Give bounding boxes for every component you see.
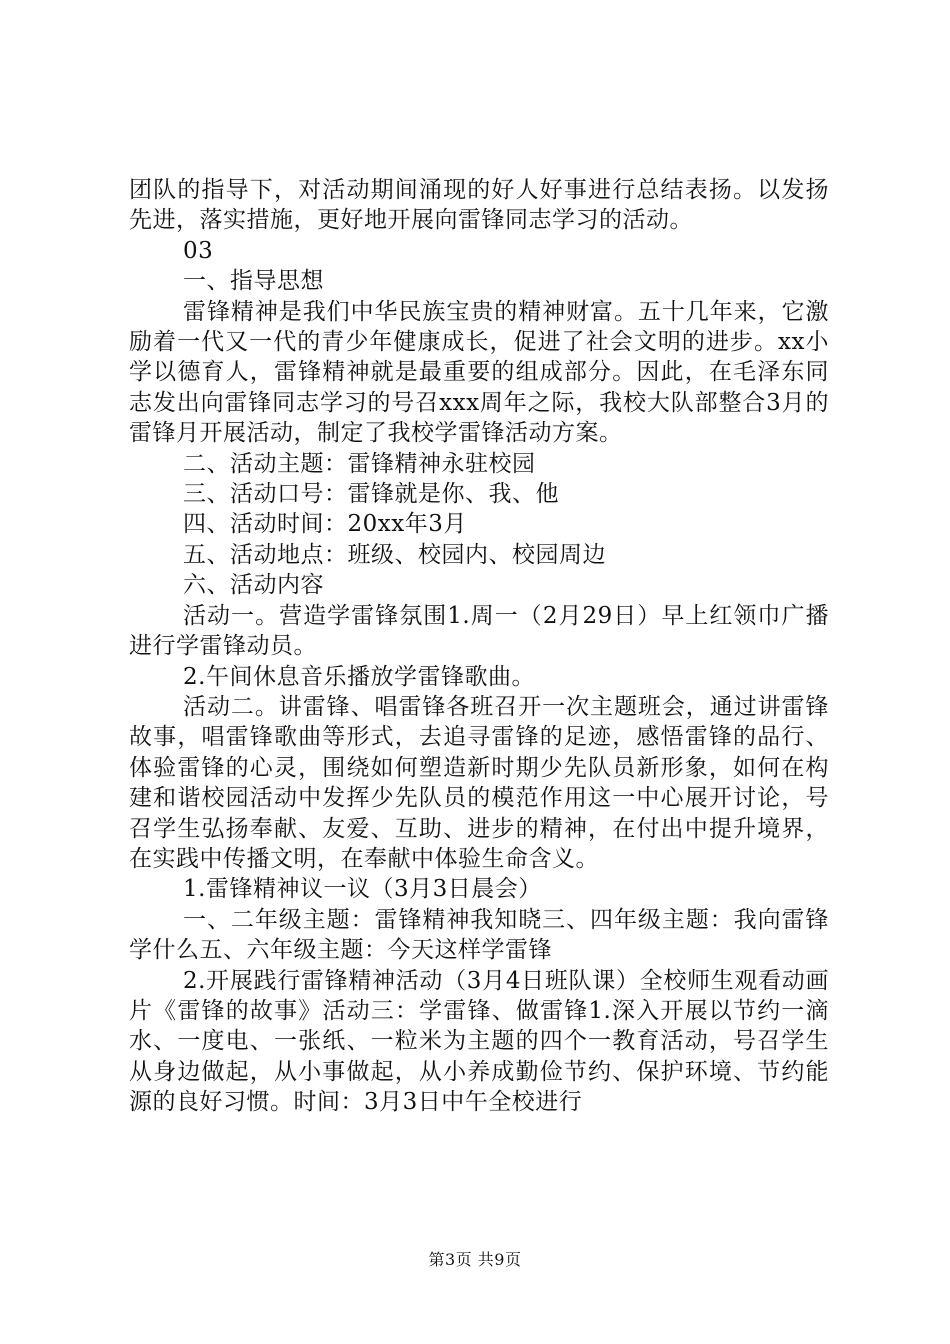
page-footer: 第3页 共9页 [428,1250,522,1269]
paragraph: 2.午间休息音乐播放学雷锋歌曲。 [183,663,535,690]
activity-theme: 二、活动主题：雷锋精神永驻校园 [183,450,536,477]
heading-guiding-idea: 一、指导思想 [183,268,324,295]
paragraph: 活动一。营造学雷锋氛围1.周一（2月29日）早上红领巾广播进行学雷锋动员。 [129,602,829,660]
activity-slogan: 三、活动口号：雷锋就是你、我、他 [183,481,559,508]
heading-activity-content: 六、活动内容 [183,572,324,599]
activity-location: 五、活动地点：班级、校园内、校园周边 [183,541,606,568]
paragraph: 2.开展践行雷锋精神活动（3月4日班队课）全校师生观看动画片《雷锋的故事》活动三：学雷锋、做雷锋1.深入开展以节约一滴水、一度电、一张纸、一粒米为主题的四个一教育活动，号召学生从身边做起，从小事做起，从小养成勤俭节约、保护环境、节约能源的良好习惯。时间：3月3日中午全校进行 [129,967,829,1116]
section-number: 03 [183,237,214,264]
paragraph: 雷锋精神是我们中华民族宝贵的精神财富。五十几年来，它激励着一代又一代的青少年健康成长，促进了社会文明的进步。xx小学以德育人，雷锋精神就是最重要的组成部分。因此，在毛泽东同志发出向雷锋同志学习的号召xxx周年之际，我校大队部整合3月的雷锋月开展活动，制定了我校学雷锋活动方案。 [129,298,829,447]
document-body [129,175,829,1118]
paragraph: 团队的指导下，对活动期间涌现的好人好事进行总结表扬。以发扬先进，落实措施，更好地开展向雷锋同志学习的活动。 [129,177,829,234]
paragraph: 1.雷锋精神议一议（3月3日晨会） [183,876,542,903]
activity-time: 四、活动时间：20xx年3月 [183,511,467,538]
paragraph: 活动二。讲雷锋、唱雷锋各班召开一次主题班会，通过讲雷锋故事，唱雷锋歌曲等形式，去追寻雷锋的足迹，感悟雷锋的品行、体验雷锋的心灵，围绕如何塑造新时期少先队员新形象，如何在构建和谐校园活动中发挥少先队员的模范作用这一中心展开讨论，号召学生弘扬奉献、友爱、互助、进步的精神，在付出中提升境界，在实践中传播文明，在奉献中体验生命含义。 [129,693,829,872]
paragraph: 一、二年级主题：雷锋精神我知晓三、四年级主题：我向雷锋学什么五、六年级主题：今天这样学雷锋 [129,906,829,964]
